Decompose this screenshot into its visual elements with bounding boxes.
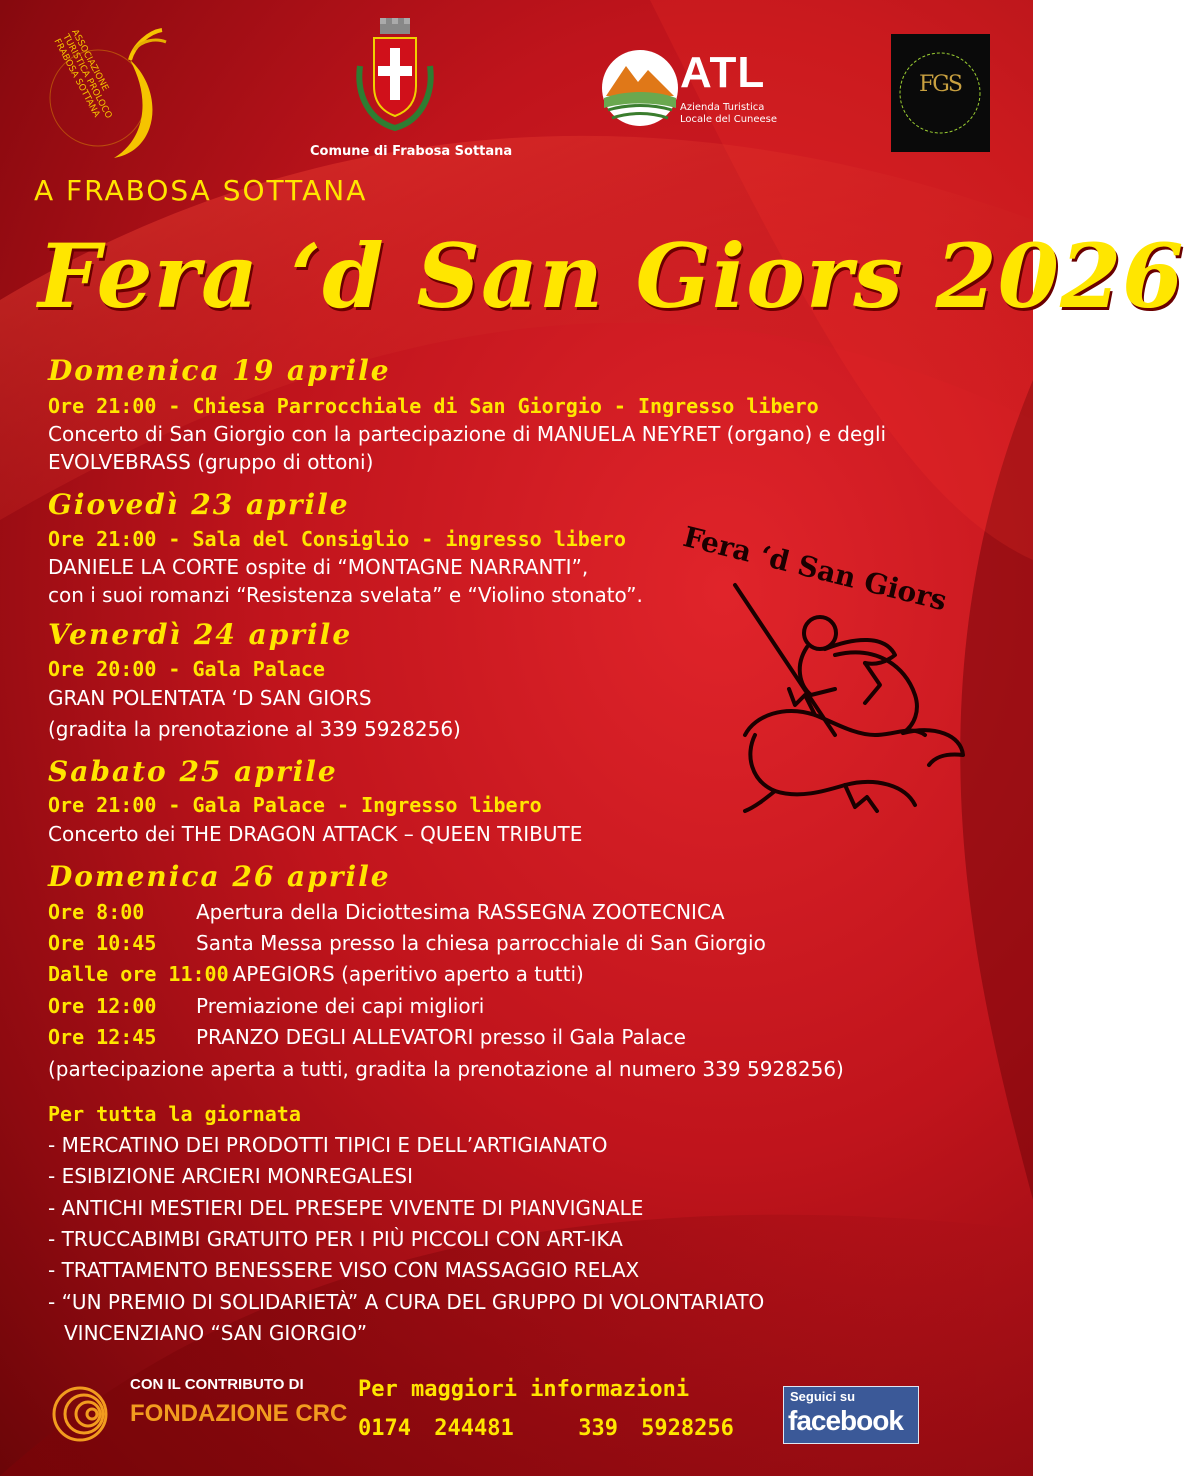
schedule-row — [48, 962, 584, 986]
event-day: Giovedì 23 aprile — [48, 488, 350, 521]
list-item: - ANTICHI MESTIERI DEL PRESEPE VIVENTE DI PIANVIGNALE — [48, 1196, 644, 1220]
phone-1: 0174 244481 — [358, 1416, 514, 1441]
facebook-badge[interactable] — [783, 1386, 919, 1444]
schedule-time: Ore 12:45 — [48, 1025, 157, 1049]
event-when: Ore 21:00 - Sala del Consiglio - ingresso libero — [48, 527, 626, 551]
list-item: - TRATTAMENTO BENESSERE VISO CON MASSAGGIO RELAX — [48, 1258, 640, 1282]
crc-line1: CON IL CONTRIBUTO DI — [130, 1376, 304, 1393]
event-text: Concerto dei THE DRAGON ATTACK – QUEEN TRIBUTE — [48, 822, 583, 846]
list-item: - ESIBIZIONE ARCIERI MONREGALESI — [48, 1164, 413, 1188]
event-text: (gradita la prenotazione al 339 5928256) — [48, 717, 461, 741]
atl-name: ATL — [680, 48, 766, 97]
schedule-row — [48, 900, 725, 924]
event-day: Domenica 19 aprile — [48, 354, 391, 387]
list-item: - TRUCCABIMBI GRATUITO PER I PIÙ PICCOLI CON ART-IKA — [48, 1227, 623, 1251]
event-text: DANIELE LA CORTE ospite di “MONTAGNE NARRANTI”, — [48, 555, 589, 579]
list-item: - MERCATINO DEI PRODOTTI TIPICI E DELL’ARTIGIANATO — [48, 1133, 608, 1157]
schedule-time: Ore 8:00 — [48, 900, 145, 924]
schedule-desc: Apertura della Diciottesima RASSEGNA ZOOTECNICA — [196, 900, 725, 924]
event-text: GRAN POLENTATA ‘D SAN GIORS — [48, 686, 372, 710]
schedule-row — [48, 994, 484, 1018]
forum-logo — [891, 34, 990, 152]
event-when: Ore 21:00 - Chiesa Parrocchiale di San Giorgio - Ingresso libero — [48, 394, 819, 418]
facebook-follow-label: Seguici su — [790, 1389, 856, 1404]
list-item: VINCENZIANO “SAN GIORGIO” — [64, 1321, 368, 1345]
schedule-desc: Premiazione dei capi migliori — [196, 994, 485, 1018]
page-title: Fera ‘d San Giors 2026 — [38, 224, 1184, 328]
event-day: Domenica 26 aprile — [48, 860, 391, 893]
schedule-note: (partecipazione aperta a tutti, gradita la prenotazione al numero 339 5928256) — [48, 1057, 844, 1081]
event-text: con i suoi romanzi “Resistenza svelata” e “Violino stonato”. — [48, 583, 643, 607]
schedule-row — [48, 1025, 686, 1049]
proloco-text: ASSOCIAZIONE TURISTICA PROLOCO FRABOSA SOTTANA — [51, 28, 114, 121]
crc-line2: FONDAZIONE CRC — [130, 1400, 348, 1427]
facebook-logo-text: facebook — [788, 1405, 903, 1436]
atl-logo-icon — [600, 48, 680, 128]
event-day: Venerdì 24 aprile — [48, 618, 353, 651]
schedule-row — [48, 931, 766, 955]
atl-line2: Locale del Cuneese — [680, 114, 778, 125]
comune-label: Comune di Frabosa Sottana — [310, 144, 513, 159]
saint-george-dragon-icon — [715, 585, 975, 815]
event-day: Sabato 25 aprile — [48, 755, 338, 788]
event-text: EVOLVEBRASS (gruppo di ottoni) — [48, 450, 374, 474]
list-item: - “UN PREMIO DI SOLIDARIETÀ” A CURA DEL GRUPPO DI VOLONTARIATO — [48, 1290, 765, 1314]
event-when: Ore 21:00 - Gala Palace - Ingresso libero — [48, 793, 542, 817]
atl-line1: Azienda Turistica — [680, 102, 765, 113]
fondazione-crc-logo-icon — [50, 1384, 122, 1444]
forum-letters: FGS — [919, 72, 961, 97]
subtitle: A FRABOSA SOTTANA — [34, 174, 368, 207]
phone-2: 339 5928256 — [578, 1416, 734, 1441]
schedule-desc: Santa Messa presso la chiesa parrocchiale di San Giorgio — [196, 931, 766, 955]
coat-of-arms-icon — [350, 16, 440, 134]
schedule-time: Dalle ore 11:00 — [48, 962, 229, 986]
emblem-title: Fera ‘d San Giors — [680, 520, 951, 618]
schedule-desc: PRANZO DEGLI ALLEVATORI presso il Gala Palace — [196, 1025, 686, 1049]
schedule-desc: APEGIORS (aperitivo aperto a tutti) — [232, 962, 584, 986]
all-day-heading: Per tutta la giornata — [48, 1102, 301, 1126]
event-when: Ore 20:00 - Gala Palace — [48, 657, 325, 681]
info-title: Per maggiori informazioni — [358, 1377, 690, 1402]
schedule-time: Ore 12:00 — [48, 994, 157, 1018]
schedule-time: Ore 10:45 — [48, 931, 157, 955]
event-text: Concerto di San Giorgio con la partecipazione di MANUELA NEYRET (organo) e degli — [48, 422, 887, 446]
info-phones — [358, 1416, 734, 1441]
